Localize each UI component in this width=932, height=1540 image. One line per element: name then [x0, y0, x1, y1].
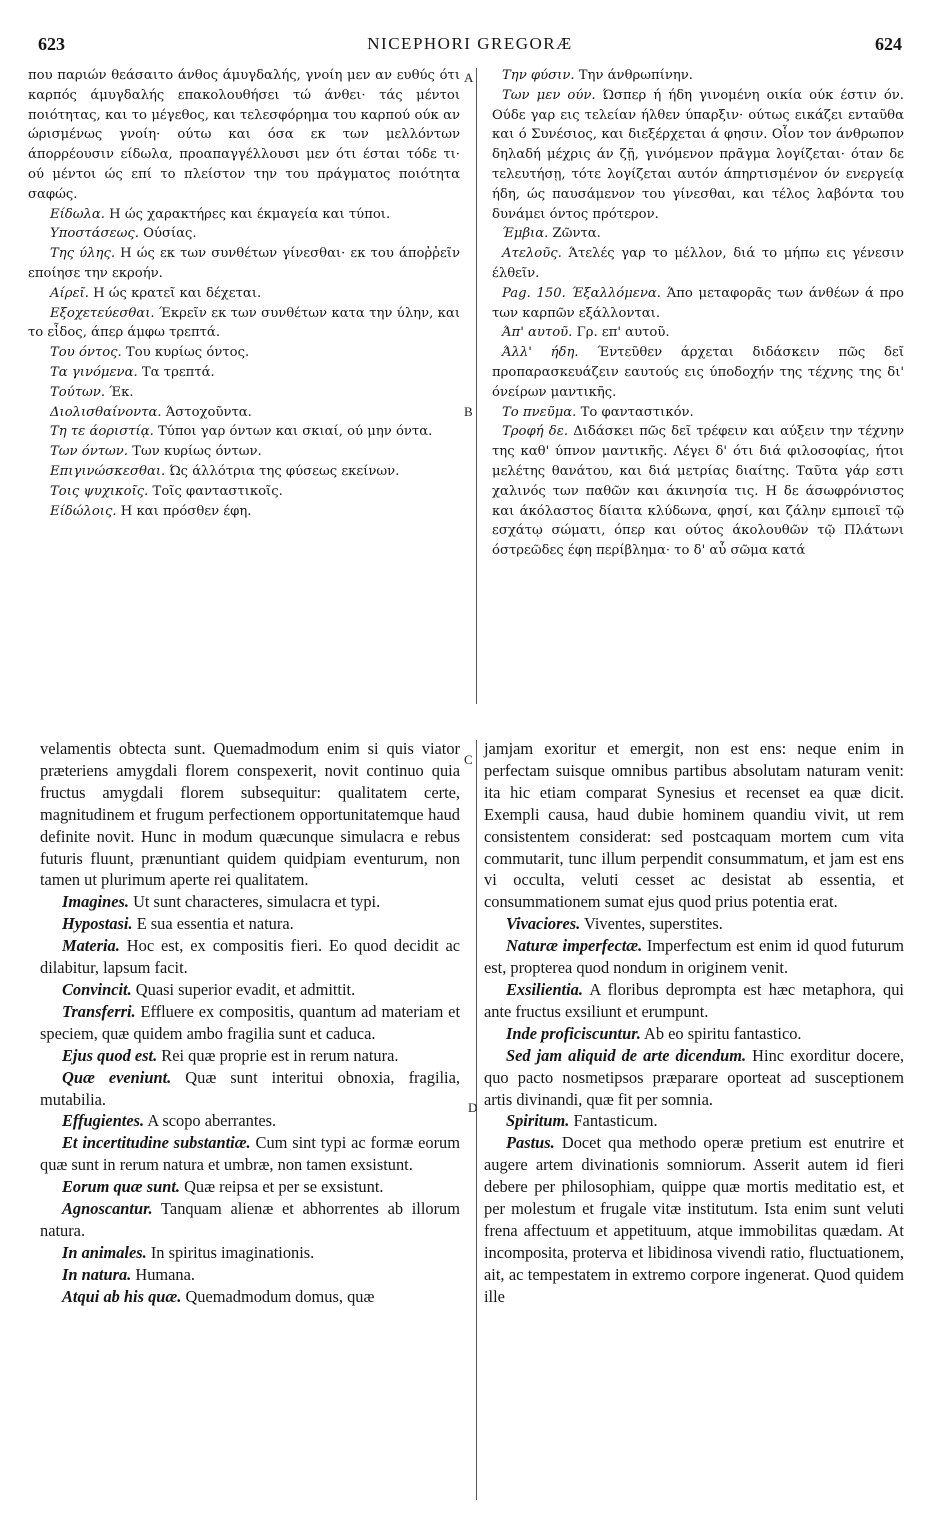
margin-marker-d: D: [468, 1100, 478, 1115]
latin-note: Inde proficiscuntur. Ab eo spiritu fantastico.: [506, 1023, 802, 1043]
greek-note: Τροφή δε. Διδάσκει πῶς δεῖ τρέφειν και αύξειν την τέχνην της καθ' ύπνον μαντικῆς. Λέγει δ' ότι διά φιλοσοφίας, ήτοι μελέτης θανάτου, και διά μετρίας διαίτης. Ταῦτα γάρ εστι χαλινός των παθῶν και άκινησία τις. Η δε άσωφρόνιστος και άκόλαστος δίαιτα κλύδωνα, φησί, και ζάλην εμποιεῖ τῷ εσχάτῳ σώματι, όπερ και ούτος άκολουθῶν τῷ Πλάτωνι όστρεῶδες έφη περίβλημα· το δ' αὖ σῶμα κατά: [492, 424, 904, 559]
latin-note: Hypostasi. E sua essentia et natura.: [62, 914, 294, 934]
greek-note: που παριών θεάσαιτο άνθος άμυγδαλής, γνοίη μεν αν ευθύς ότι καρπός άμυγδαλής επακολουθήσει τώ άνθει· τάς μέντοι ποιότητας, και το μέγεθος, και τελεσφόρημα του καρπού ούκ αν ώρισμένως γνοίη· ούτω και όσα εκ των μελλόντων άπορρέουσιν είδωλα, προαπαγγέλλουσι μεν ότι έσται τόδε τι· ού μέντοι ώς επί το πλείστον την του πράγματος ποιότητα σαφώς.: [28, 68, 460, 202]
margin-marker-c: C: [464, 752, 473, 767]
greek-note: Είδώλοις. Η και πρόσθεν έφη.: [50, 503, 252, 519]
greek-note: Επιγινώσκεσθαι. Ώς άλλότρια της φύσεως εκείνων.: [50, 463, 400, 479]
latin-note: Atqui ab his quæ. Quemadmodum domus, quæ: [62, 1286, 375, 1306]
latin-note: Sed jam aliquid de arte dicendum. Hinc exorditur docere, quo pacto nosmetipsos præparare oporteat ad susceptionem artis divinandi, quæ fit per somnia.: [484, 1045, 904, 1109]
latin-note: Materia. Hoc est, ex compositis fieri. Eo quod decidit ac dilabitur, lapsum facit.: [40, 936, 460, 978]
greek-note: Τα γινόμενα. Τα τρεπτά.: [50, 364, 215, 380]
greek-notes-right-column: [492, 66, 904, 561]
latin-note: Convincit. Quasi superior evadit, et admittit.: [62, 979, 356, 999]
page-number-right: 624: [875, 34, 902, 54]
greek-note: Των όντων. Των κυρίως όντων.: [50, 444, 262, 460]
greek-note: Των μεν ούν. Ώσπερ ή ήδη γινομένη οικία ούκ έστιν όν. Ούδε γαρ εις τελείαν ήλθεν ύπαρξιν· ούτως εικάζει ενταῦθα και ό Συνέσιος, και διεξέρχεται ά φησιν. Οἷον τον άνθρωπον δηλαδή μέχρις άν ζῇ, γινόμενον πρᾶγμα λογίζεται· όταν δε τελευτήσῃ, τότε λογίζεται αυτόν άπηρτισμένον όν ενεργείᾳ ήδη, ώς παυσάμενον του γίνεσθαι, και τέλος λαβόντα του δυνάμει όντος πρότερον.: [492, 87, 904, 222]
greek-note: Της ύλης. Η ώς εκ των συνθέτων γίνεσθαι· εκ του άποῤῥεῖν εποίησε την εκροήν.: [28, 246, 460, 281]
greek-note: Ατελοῦς. Άτελές γαρ το μέλλον, διά το μήπω εις γένεσιν έλθεῖν.: [492, 246, 904, 281]
latin-note: Agnoscantur. Tanquam alienæ et abhorrentes ab illorum natura.: [40, 1199, 460, 1240]
latin-note: Naturæ imperfectæ. Imperfectum est enim id quod futurum est, propterea quod nondum in originem venit.: [484, 936, 904, 978]
column-divider-greek: [476, 68, 477, 704]
greek-note: Διολισθαίνοντα. Άστοχοῦντα.: [50, 404, 252, 420]
greek-note: Εξοχετεύεσθαι. Έκρεῖν εκ των συνθέτων κατα την ύλην, και το εἶδος, άπερ άμφω τρεπτά.: [28, 305, 460, 341]
latin-note: Eorum quæ sunt. Quæ reipsa et per se exsistunt.: [62, 1177, 384, 1197]
greek-notes-left-column: [28, 66, 460, 521]
column-divider-latin: [476, 740, 477, 1500]
greek-note: Τη τε άοριστίᾳ. Τύποι γαρ όντων και σκιαί, ού μην όντα.: [50, 424, 433, 440]
greek-note: Είδωλα. Η ώς χαρακτήρες και έκμαγεία και τύποι.: [50, 206, 391, 222]
latin-note: Quæ eveniunt. Quæ sunt interitui obnoxia, fragilia, mutabilia.: [40, 1067, 460, 1109]
page-number-left: 623: [38, 34, 65, 54]
margin-marker-a: A: [464, 70, 474, 85]
latin-note: Ejus quod est. Rei quæ proprie est in rerum natura.: [62, 1045, 399, 1065]
margin-marker-b: B: [464, 404, 473, 419]
greek-note: Έμβια. Ζῶντα.: [502, 226, 601, 242]
latin-note: Transferri. Effluere ex compositis, quantum ad materiam et speciem, quæ quidem ambo fragilia sunt et caduca.: [40, 1001, 460, 1043]
latin-note: Spiritum. Fantasticum.: [506, 1111, 658, 1131]
latin-notes-right-column: [484, 738, 904, 1308]
latin-note: Effugientes. A scopo aberrantes.: [62, 1111, 277, 1131]
greek-note: Pag. 150. Έξαλλόμενα. Άπο μεταφορᾶς των άνθέων ά προ των καρπῶν εξάλλονται.: [492, 285, 904, 321]
latin-note: In animales. In spiritus imaginationis.: [62, 1242, 315, 1262]
greek-note: Υποστάσεως. Ούσίας.: [50, 226, 197, 242]
greek-note: Τούτων. Έκ.: [50, 384, 134, 400]
latin-note: In natura. Humana.: [62, 1264, 195, 1284]
running-header: [38, 34, 902, 60]
greek-note: Αίρεῖ. Η ώς κρατεῖ και δέχεται.: [50, 285, 262, 301]
greek-note: Άλλ' ήδη. Έντεῦθεν άρχεται διδάσκειν πῶς δεῖ προπαρασκευάζειν εαυτούς εις ύποδοχήν της τέχνης της δι' όνείρων μαντικῆς.: [492, 345, 904, 400]
latin-note: Exsilientia. A floribus deprompta est hæc metaphora, qui ante fructus exsiliunt et erumpunt.: [484, 979, 904, 1021]
latin-note: Vivaciores. Viventes, superstites.: [506, 914, 723, 934]
greek-note: Τοις ψυχικοῖς. Τοῖς φανταστικοῖς.: [50, 483, 283, 499]
latin-note: Pastus. Docet qua methodo operæ pretium est enutrire et augere artem divinationis somniorum. Asserit autem id fieri debere per philosophiam, quippe quæ mortis meditatio est, et per molestum et frugale vitæ institutum. Ista enim sunt veluti frena affectuum et appetituum, atque immobilitas quædam. At incomposita, proterva et libidinosa vivendi ratio, fluctuationem, ait, ac tempestatem in extremo corpore ingenerat. Quod quidem ille: [484, 1133, 904, 1306]
latin-note: Et incertitudine substantiæ. Cum sint typi ac formæ eorum quæ sunt in rerum natura et umbræ, non tamen exsistunt.: [40, 1133, 460, 1175]
greek-note: Την φύσιν. Την άνθρωπίνην.: [502, 68, 693, 83]
greek-note: Του όντος. Του κυρίως όντος.: [50, 345, 250, 361]
running-title: NICEPHORI GREGORÆ: [367, 34, 573, 53]
greek-note: Το πνεῦμα. Το φανταστικόν.: [502, 404, 694, 420]
latin-note: Imagines. Ut sunt characteres, simulacra et typi.: [62, 892, 381, 912]
latin-note: jamjam exoritur et emergit, non est ens: neque enim in perfectam suisque omnibus partibus absolutam naturam venit: ita hic etiam comparat Synesius et recenset ea quæ dicit. Exempli causa, haud dubie hominem quandiu vivit, ut rem consistentem considerat: sed postcaquam mortem cum vita commutarit, tunc illum perpendit consummatum, et jam est ens vi occulta, veluti cesset ac desistat ab essentia, et consummationem sumat ejus quod prius potentia erat.: [484, 739, 904, 912]
latin-note: velamentis obtecta sunt. Quemadmodum enim si quis viator præteriens amygdali florem conspexerit, novit continuo quia fructus amygdali florem subsequitur: qualitatem certe, magnitudinem et frugum perfectionem opportunitatemque haud definite novit. Hunc in modum quæcunque simulacra e rebus futuris fluunt, prænuntiant quidem quidpiam eventurum, non tamen ut plurimum aperte rei qualitatem.: [40, 739, 460, 890]
latin-notes-left-column: [40, 738, 460, 1308]
greek-note: Άπ' αυτοῦ. Γρ. επ' αυτοῦ.: [502, 325, 670, 341]
